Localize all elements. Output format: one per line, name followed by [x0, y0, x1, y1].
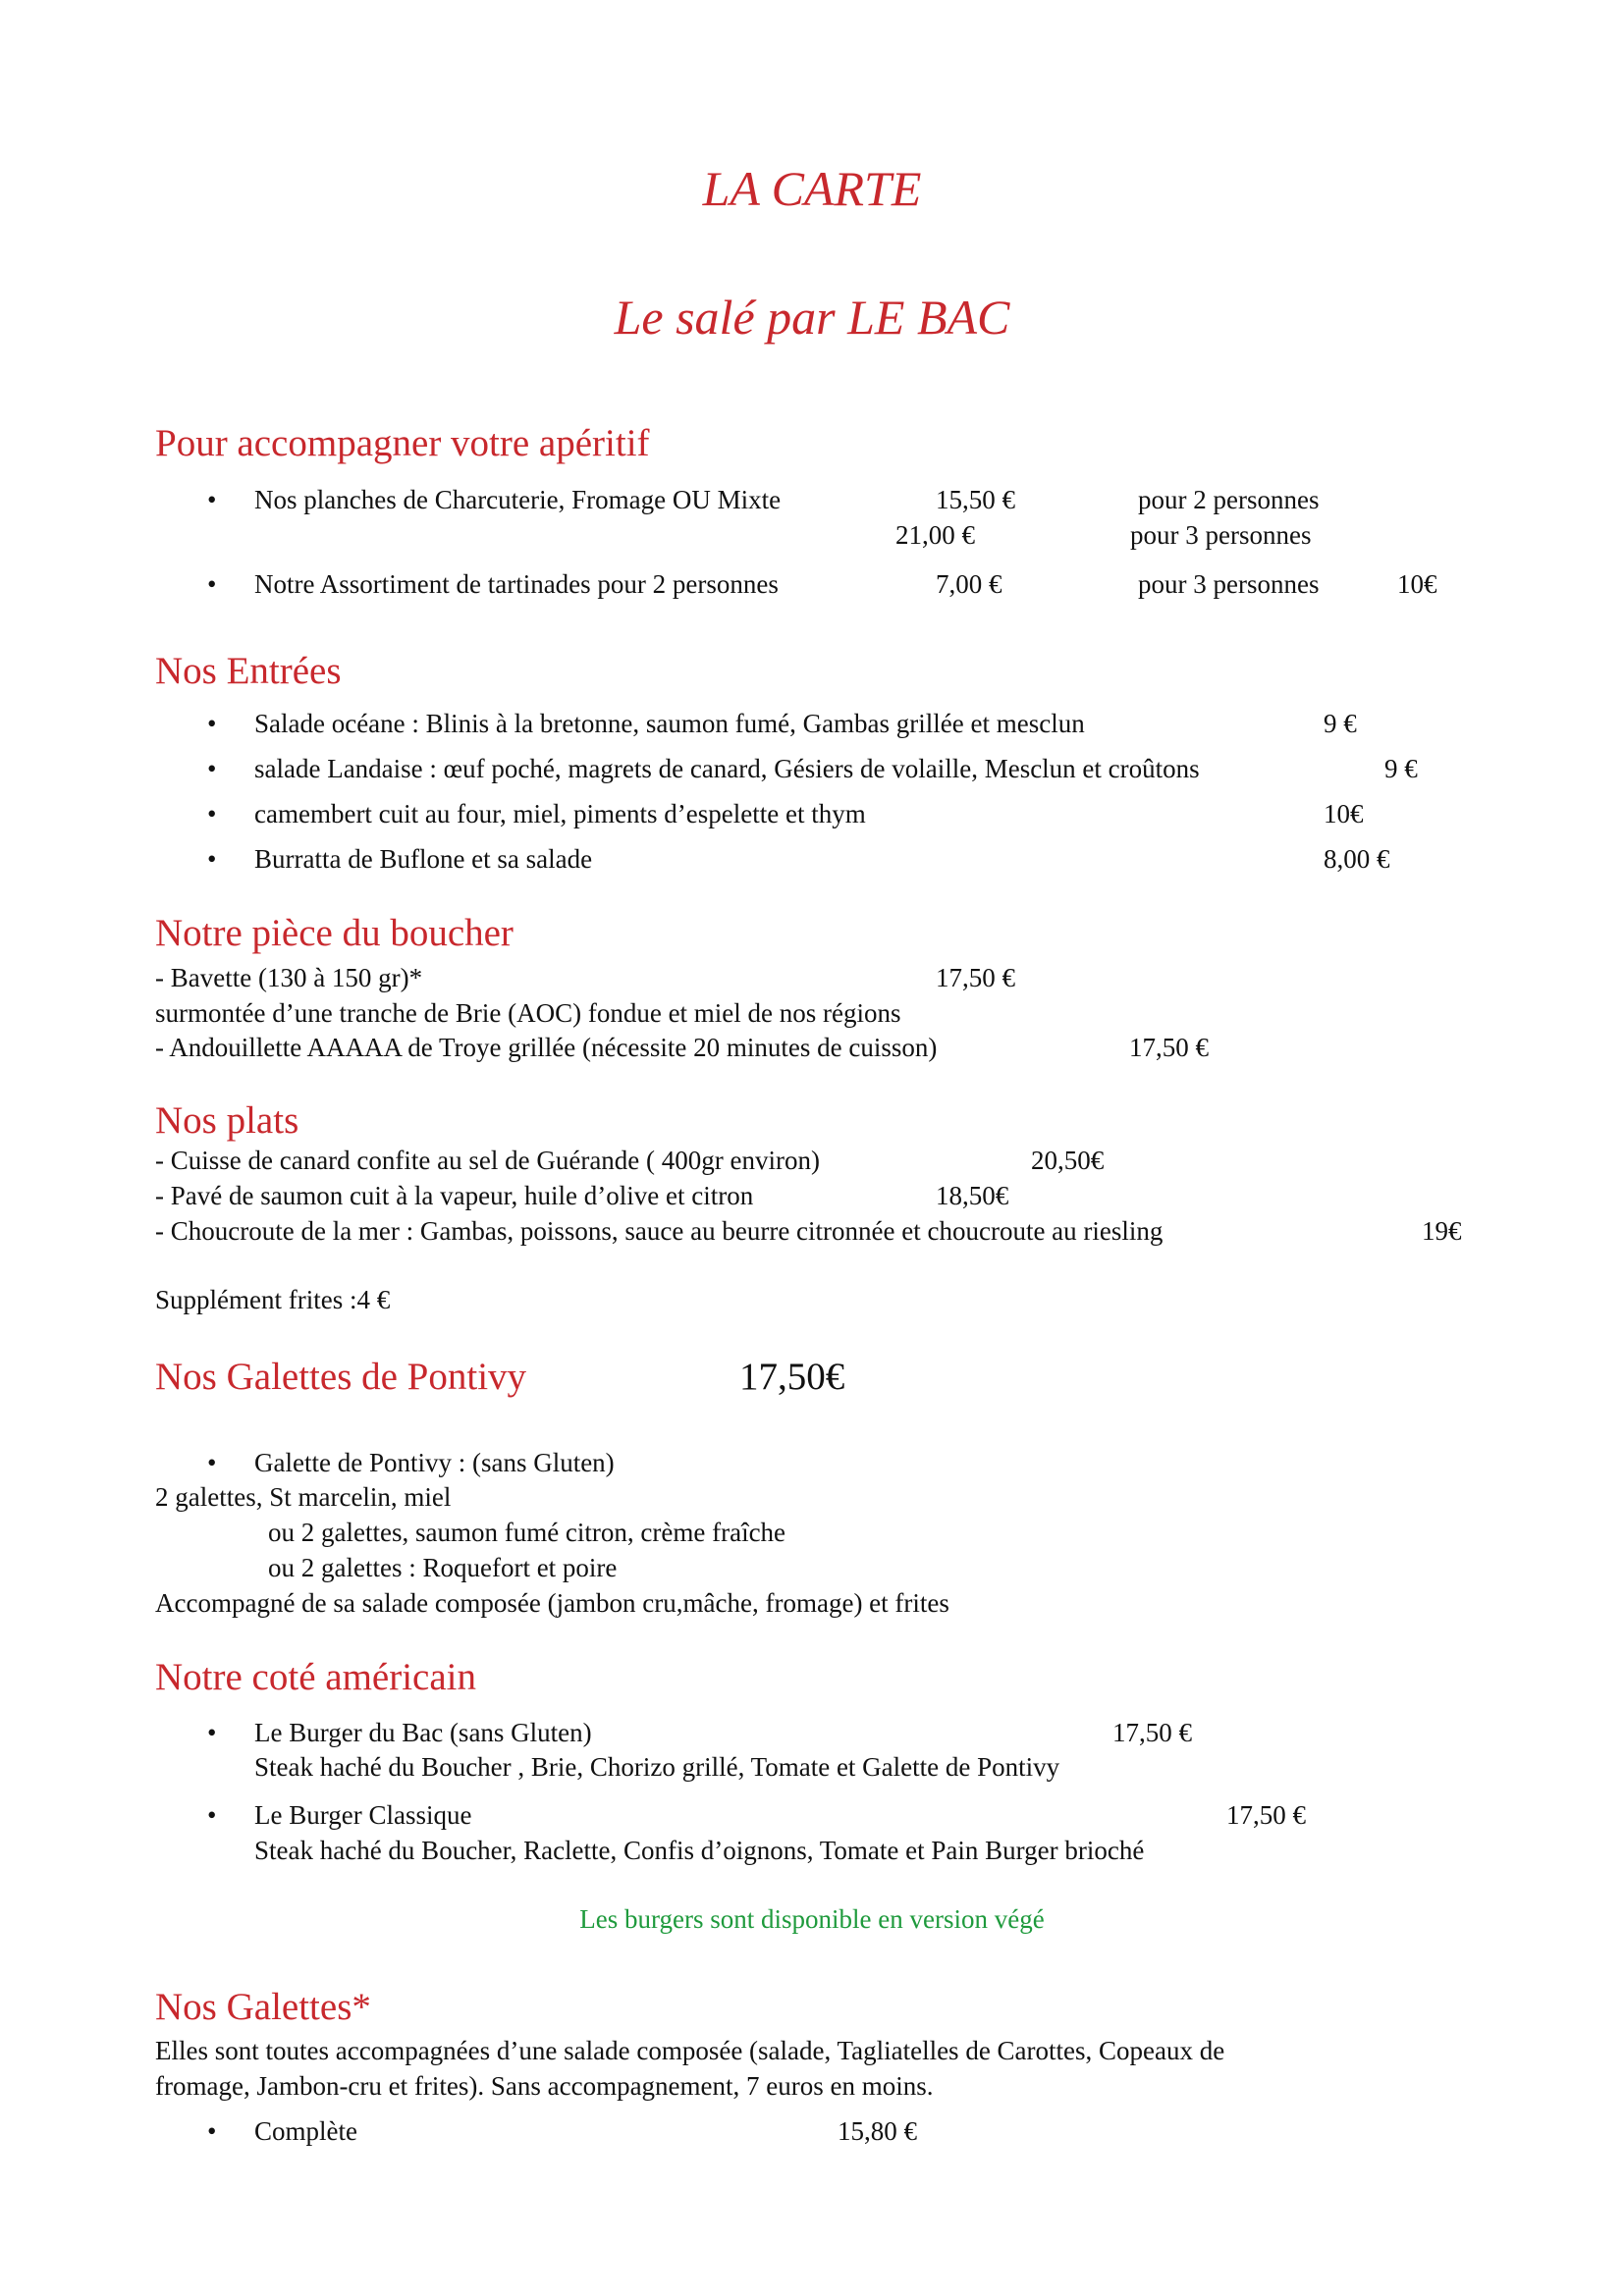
bullet-icon: •	[207, 1800, 217, 1830]
menu-item-price: 7,00 €	[936, 569, 1002, 599]
menu-item-price: 10€	[1397, 569, 1437, 599]
menu-item-description: 2 galettes, St marcelin, miel	[155, 1482, 452, 1512]
menu-item-name: Le Burger du Bac (sans Gluten)	[254, 1718, 592, 1747]
menu-item-description: Steak haché du Boucher , Brie, Chorizo grillé, Tomate et Galette de Pontivy	[254, 1752, 1060, 1782]
menu-item-price: 21,00 €	[895, 520, 975, 550]
menu-item-description: ou 2 galettes, saumon fumé citron, crème fraîche	[268, 1518, 786, 1547]
menu-item-name: Complète	[254, 2116, 357, 2146]
menu-item-price: 17,50 €	[936, 963, 1015, 992]
menu-item-price: 9 €	[1324, 709, 1357, 738]
menu-item-price: 8,00 €	[1324, 844, 1390, 874]
menu-item-price: 10€	[1324, 799, 1364, 828]
menu-item-price: 17,50 €	[1112, 1718, 1192, 1747]
menu-item-name: - Cuisse de canard confite au sel de Guérande ( 400gr environ)	[155, 1146, 820, 1175]
section-heading-galettes: Nos Galettes*	[155, 1986, 371, 2028]
section-heading-americain: Notre coté américain	[155, 1656, 476, 1698]
menu-item-name: Notre Assortiment de tartinades pour 2 personnes	[254, 569, 779, 599]
menu-item-name: Nos planches de Charcuterie, Fromage OU Mixte	[254, 485, 782, 514]
menu-item-description: ou 2 galettes : Roquefort et poire	[268, 1553, 618, 1582]
bullet-icon: •	[207, 754, 217, 783]
page-title: LA CARTE	[702, 161, 922, 216]
menu-item-price: 9 €	[1384, 754, 1418, 783]
menu-item-price: 19€	[1422, 1216, 1462, 1246]
section-description: Elles sont toutes accompagnées d’une salade composée (salade, Tagliatelles de Carottes, Copeaux de	[155, 2036, 1225, 2065]
menu-item-price: 17,50 €	[1226, 1800, 1306, 1830]
menu-item-price: 18,50€	[936, 1181, 1009, 1210]
menu-item-name: Le Burger Classique	[254, 1800, 472, 1830]
menu-item-description: Accompagné de sa salade composée (jambon cru,mâche, fromage) et frites	[155, 1588, 949, 1618]
menu-item-price: 15,80 €	[838, 2116, 917, 2146]
menu-item-name: Burratta de Buflone et sa salade	[254, 844, 593, 874]
menu-item-name: - Pavé de saumon cuit à la vapeur, huile d’olive et citron	[155, 1181, 754, 1210]
menu-item-note: pour 2 personnes	[1138, 485, 1320, 514]
vegetarian-note: Les burgers sont disponible en version végé	[579, 1904, 1045, 1934]
section-heading-plats: Nos plats	[155, 1099, 299, 1142]
bullet-icon: •	[207, 1718, 217, 1747]
menu-item-price: 17,50 €	[1129, 1033, 1209, 1062]
menu-item-name: camembert cuit au four, miel, piments d’espelette et thym	[254, 799, 866, 828]
bullet-icon: •	[207, 709, 217, 738]
menu-item-name: salade Landaise : œuf poché, magrets de canard, Gésiers de volaille, Mesclun et croûtons	[254, 754, 1200, 783]
section-description: fromage, Jambon-cru et frites). Sans accompagnement, 7 euros en moins.	[155, 2071, 934, 2101]
bullet-icon: •	[207, 2116, 217, 2146]
menu-item-name: - Choucroute de la mer : Gambas, poissons, sauce au beurre citronnée et choucroute au riesling	[155, 1216, 1164, 1246]
section-heading-boucher: Notre pièce du boucher	[155, 912, 514, 954]
bullet-icon: •	[207, 1448, 217, 1477]
menu-item-price: 20,50€	[1031, 1146, 1105, 1175]
menu-item-name: - Andouillette AAAAA de Troye grillée (nécessite 20 minutes de cuisson)	[155, 1033, 938, 1062]
bullet-icon: •	[207, 569, 217, 599]
menu-item-name: - Bavette (130 à 150 gr)*	[155, 963, 423, 992]
section-heading-pontivy: Nos Galettes de Pontivy	[155, 1356, 527, 1398]
menu-item-description: Steak haché du Boucher, Raclette, Confis d’oignons, Tomate et Pain Burger brioché	[254, 1836, 1145, 1865]
section-heading-aperitif: Pour accompagner votre apéritif	[155, 422, 650, 464]
supplement-text: Supplément frites :4 €	[155, 1285, 391, 1314]
menu-item-note: pour 3 personnes	[1138, 569, 1320, 599]
section-price: 17,50€	[739, 1356, 845, 1398]
bullet-icon: •	[207, 844, 217, 874]
menu-item-price: 15,50 €	[936, 485, 1015, 514]
menu-item-description: surmontée d’une tranche de Brie (AOC) fondue et miel de nos régions	[155, 998, 901, 1028]
bullet-icon: •	[207, 485, 217, 514]
menu-item-note: pour 3 personnes	[1130, 520, 1312, 550]
menu-item-name: Salade océane : Blinis à la bretonne, saumon fumé, Gambas grillée et mesclun	[254, 709, 1085, 738]
section-heading-entrees: Nos Entrées	[155, 650, 342, 692]
page-subtitle: Le salé par LE BAC	[614, 290, 1010, 345]
menu-item-name: Galette de Pontivy : (sans Gluten)	[254, 1448, 615, 1477]
bullet-icon: •	[207, 799, 217, 828]
